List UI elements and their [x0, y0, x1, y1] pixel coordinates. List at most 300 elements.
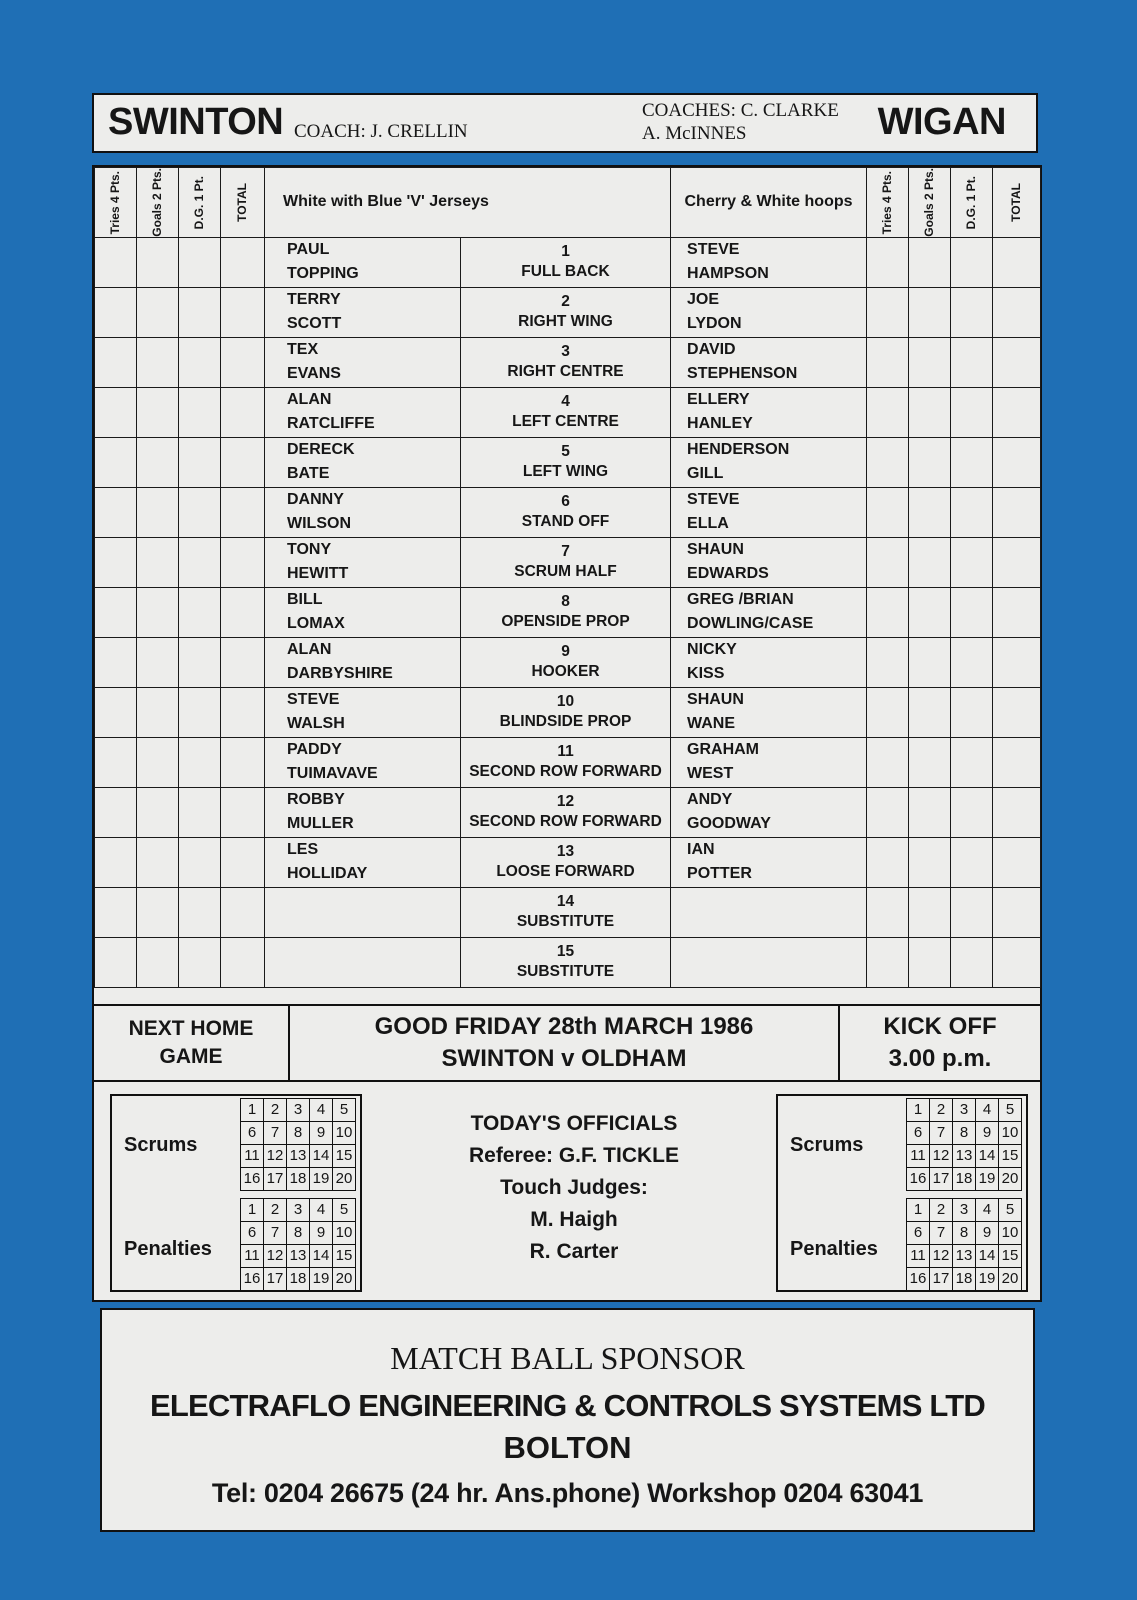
kickoff-label: KICK OFF: [883, 1013, 997, 1040]
home-player: [265, 687, 461, 737]
touch-judges-label: Touch Judges:: [500, 1176, 648, 1199]
away-player-first: NICKY: [687, 641, 737, 659]
home-dg-cell: [179, 487, 221, 537]
away-tries-cell: [867, 637, 909, 687]
tally-number: 3: [953, 1099, 976, 1122]
away-coaches-line1: COACHES: C. CLARKE: [642, 100, 839, 121]
scrums-grid: [906, 1098, 1022, 1191]
away-total-cell: [993, 887, 1041, 937]
away-tries-cell: [867, 287, 909, 337]
touch-judge-1: M. Haigh: [530, 1208, 618, 1231]
home-player: [265, 887, 461, 937]
away-tries-cell: [867, 387, 909, 437]
penalties-grid: [240, 1198, 356, 1291]
home-player-first: STEVE: [287, 691, 340, 709]
away-goals-cell: [909, 837, 951, 887]
away-jersey: Cherry & White hoops: [671, 168, 867, 238]
position-number: 7: [561, 543, 570, 561]
home-dg-cell: [179, 587, 221, 637]
away-tries-cell: [867, 487, 909, 537]
position-number: 13: [556, 843, 575, 861]
tally-number: 9: [310, 1122, 333, 1145]
tally-number: 5: [333, 1199, 356, 1222]
tally-number: 16: [241, 1168, 264, 1191]
table-row: [95, 387, 1041, 437]
tally-row: [241, 1099, 356, 1122]
away-goals-cell: [909, 437, 951, 487]
home-goals-cell: [137, 837, 179, 887]
home-jersey: White with Blue 'V' Jerseys: [265, 168, 671, 238]
table-header-row: [95, 168, 1041, 238]
kick-off: [840, 1006, 1040, 1080]
tally-number: 4: [310, 1199, 333, 1222]
team-table: [94, 167, 1041, 988]
officials-title: TODAY'S OFFICIALS: [470, 1112, 678, 1135]
away-player-last: KISS: [687, 665, 725, 683]
tally-number: 6: [241, 1122, 264, 1145]
away-goals-cell: [909, 637, 951, 687]
away-total-cell: [993, 837, 1041, 887]
away-tries-header: Tries 4 Pts.: [867, 168, 909, 238]
kickoff-time: 3.00 p.m.: [888, 1045, 992, 1072]
position-number: 8: [561, 593, 570, 611]
away-player-last: GOODWAY: [687, 815, 771, 833]
home-total-cell: [221, 487, 265, 537]
tally-number: 18: [287, 1168, 310, 1191]
tally-number: 2: [930, 1199, 953, 1222]
tally-number: 17: [264, 1268, 287, 1291]
away-goals-cell: [909, 337, 951, 387]
away-player-last: WANE: [687, 715, 736, 733]
away-dg-cell: [951, 337, 993, 387]
away-player-last: GILL: [687, 465, 724, 483]
home-total-cell: [221, 387, 265, 437]
home-player-last: WILSON: [287, 515, 351, 533]
away-player-first: SHAUN: [687, 691, 744, 709]
home-dg-cell: [179, 637, 221, 687]
tally-number: 15: [333, 1245, 356, 1268]
tally-number: 5: [333, 1099, 356, 1122]
away-total-cell: [993, 537, 1041, 587]
position-name: OPENSIDE PROP: [501, 613, 630, 631]
home-team-name: SWINTON: [108, 101, 284, 143]
home-player-first: PADDY: [287, 741, 342, 759]
home-dg-cell: [179, 837, 221, 887]
home-goals-cell: [137, 637, 179, 687]
away-goals-cell: [909, 237, 951, 287]
table-row: [95, 237, 1041, 287]
tally-number: 18: [953, 1168, 976, 1191]
scrums-grid: [240, 1098, 356, 1191]
home-goals-cell: [137, 487, 179, 537]
tally-row: [907, 1222, 1022, 1245]
table-row: [95, 937, 1041, 987]
position-name: RIGHT WING: [518, 313, 613, 331]
away-tries-cell: [867, 437, 909, 487]
away-player: [671, 387, 867, 437]
home-player-last: EVANS: [287, 365, 341, 383]
tally-number: 13: [953, 1245, 976, 1268]
next-home-game-label: [94, 1006, 290, 1080]
home-tries-cell: [95, 387, 137, 437]
table-row: [95, 737, 1041, 787]
position-number: 6: [561, 493, 570, 511]
home-goals-cell: [137, 437, 179, 487]
away-player: [671, 237, 867, 287]
home-player-last: LOMAX: [287, 615, 345, 633]
next-game-date: GOOD FRIDAY 28th MARCH 1986: [374, 1013, 754, 1040]
home-goals-cell: [137, 687, 179, 737]
tally-row: [241, 1122, 356, 1145]
tally-number: 17: [930, 1168, 953, 1191]
match-ball-sponsor: [100, 1308, 1035, 1532]
away-dg-cell: [951, 437, 993, 487]
away-player: [671, 787, 867, 837]
position-name: LOOSE FORWARD: [496, 863, 635, 881]
tally-number: 14: [976, 1145, 999, 1168]
away-total-cell: [993, 487, 1041, 537]
home-player-first: ALAN: [287, 641, 332, 659]
table-row: [95, 637, 1041, 687]
tally-number: 20: [999, 1268, 1022, 1291]
home-player: [265, 337, 461, 387]
home-total-header: TOTAL: [221, 168, 265, 238]
tally-row: [907, 1199, 1022, 1222]
tally-number: 19: [976, 1168, 999, 1191]
tally-number: 4: [310, 1099, 333, 1122]
tally-number: 19: [976, 1268, 999, 1291]
home-goals-cell: [137, 787, 179, 837]
home-total-cell: [221, 837, 265, 887]
tally-number: 9: [310, 1222, 333, 1245]
next-home-game: [94, 1004, 1040, 1082]
home-goals-cell: [137, 887, 179, 937]
away-player: [671, 437, 867, 487]
away-player: [671, 637, 867, 687]
tally-number: 13: [287, 1145, 310, 1168]
away-dg-cell: [951, 487, 993, 537]
tally-number: 7: [264, 1222, 287, 1245]
tally-number: 8: [953, 1222, 976, 1245]
tally-number: 1: [241, 1199, 264, 1222]
tally-number: 3: [287, 1099, 310, 1122]
away-player-last: POTTER: [687, 865, 752, 883]
tally-number: 8: [287, 1122, 310, 1145]
tally-number: 16: [907, 1268, 930, 1291]
tally-number: 10: [999, 1122, 1022, 1145]
position-number: 14: [556, 893, 575, 911]
home-player: [265, 237, 461, 287]
away-coaches: [642, 99, 839, 145]
next-game-teams: SWINTON v OLDHAM: [441, 1045, 687, 1072]
table-row: [95, 287, 1041, 337]
away-dg-header: D.G. 1 Pt.: [951, 168, 993, 238]
position: [461, 437, 671, 487]
tally-number: 16: [241, 1268, 264, 1291]
position-name: SUBSTITUTE: [516, 913, 615, 931]
next-label-line2: GAME: [159, 1045, 223, 1068]
away-goals-cell: [909, 937, 951, 987]
tally-number: 11: [907, 1145, 930, 1168]
away-total-cell: [993, 587, 1041, 637]
position: [461, 687, 671, 737]
away-total-cell: [993, 637, 1041, 687]
home-dg-cell: [179, 237, 221, 287]
position-name: SCRUM HALF: [514, 563, 617, 581]
away-total-cell: [993, 337, 1041, 387]
away-player-first: GRAHAM: [687, 741, 760, 759]
position-number: 12: [556, 793, 575, 811]
home-player-first: DANNY: [287, 491, 344, 509]
away-tries-cell: [867, 537, 909, 587]
home-tries-header: Tries 4 Pts.: [95, 168, 137, 238]
away-total-cell: [993, 687, 1041, 737]
away-player-first: HENDERSON: [687, 441, 790, 459]
away-goals-cell: [909, 387, 951, 437]
away-tally-box: [776, 1094, 1028, 1292]
away-player: [671, 587, 867, 637]
away-dg-cell: [951, 887, 993, 937]
home-tries-cell: [95, 537, 137, 587]
referee: Referee: G.F. TICKLE: [468, 1144, 680, 1167]
home-player: [265, 937, 461, 987]
position-number: 11: [557, 743, 574, 761]
tally-number: 12: [930, 1245, 953, 1268]
home-tries-cell: [95, 437, 137, 487]
away-goals-header: Goals 2 Pts.: [909, 168, 951, 238]
tally-number: 3: [953, 1199, 976, 1222]
tally-row: [907, 1268, 1022, 1291]
home-player: [265, 787, 461, 837]
home-tries-cell: [95, 287, 137, 337]
tally-number: 1: [907, 1099, 930, 1122]
home-goals-cell: [137, 737, 179, 787]
home-dg-cell: [179, 787, 221, 837]
away-player: [671, 837, 867, 887]
tally-number: 1: [241, 1099, 264, 1122]
home-dg-cell: [179, 387, 221, 437]
tally-number: 17: [264, 1168, 287, 1191]
tally-row: [241, 1168, 356, 1191]
home-tries-cell: [95, 737, 137, 787]
home-player-last: MULLER: [287, 815, 354, 833]
tally-number: 12: [264, 1245, 287, 1268]
position: [461, 737, 671, 787]
away-player-first: GREG /BRIAN: [687, 591, 794, 609]
position-name: SECOND ROW FORWARD: [469, 763, 662, 781]
away-player-first: SHAUN: [687, 541, 744, 559]
position-name: SUBSTITUTE: [516, 963, 615, 981]
tally-number: 15: [999, 1245, 1022, 1268]
position: [461, 587, 671, 637]
away-total-header: TOTAL: [993, 168, 1041, 238]
table-row: [95, 887, 1041, 937]
tally-number: 15: [999, 1145, 1022, 1168]
home-player: [265, 737, 461, 787]
away-dg-cell: [951, 687, 993, 737]
away-player: [671, 337, 867, 387]
tally-number: 10: [333, 1122, 356, 1145]
tally-number: 13: [953, 1145, 976, 1168]
home-player-first: ROBBY: [287, 791, 345, 809]
home-player-last: HEWITT: [287, 565, 349, 583]
away-dg-cell: [951, 737, 993, 787]
away-player-last: LYDON: [687, 315, 742, 333]
home-player-last: WALSH: [287, 715, 345, 733]
home-player: [265, 637, 461, 687]
tally-number: 20: [333, 1168, 356, 1191]
home-total-cell: [221, 887, 265, 937]
tally-number: 3: [287, 1199, 310, 1222]
away-dg-cell: [951, 837, 993, 887]
tally-number: 18: [953, 1268, 976, 1291]
sponsor-phone: Tel: 0204 26675 (24 hr. Ans.phone) Workshop 0204 63041: [211, 1478, 924, 1508]
away-dg-cell: [951, 387, 993, 437]
away-dg-cell: [951, 937, 993, 987]
away-dg-cell: [951, 287, 993, 337]
away-coaches-line2: A. McINNES: [642, 123, 747, 144]
tally-number: 14: [310, 1245, 333, 1268]
position: [461, 837, 671, 887]
home-player: [265, 437, 461, 487]
tally-row: [907, 1099, 1022, 1122]
away-player-last: HANLEY: [687, 415, 753, 433]
away-total-cell: [993, 737, 1041, 787]
home-player-last: RATCLIFFE: [287, 415, 375, 433]
home-total-cell: [221, 437, 265, 487]
home-player-first: TERRY: [287, 291, 341, 309]
home-dg-cell: [179, 937, 221, 987]
home-tally-box: [110, 1094, 362, 1292]
tally-row: [241, 1199, 356, 1222]
away-dg-cell: [951, 637, 993, 687]
tally-number: 13: [287, 1245, 310, 1268]
home-coach: COACH: J. CRELLIN: [294, 121, 468, 142]
position-name: HOOKER: [531, 663, 600, 681]
position-name: SECOND ROW FORWARD: [469, 813, 662, 831]
tally-row: [241, 1245, 356, 1268]
home-tries-cell: [95, 787, 137, 837]
tally-row: [907, 1245, 1022, 1268]
scrums-label: Scrums: [790, 1134, 864, 1156]
next-label-line1: NEXT HOME: [128, 1017, 254, 1040]
away-tries-cell: [867, 787, 909, 837]
away-dg-cell: [951, 587, 993, 637]
home-dg-cell: [179, 437, 221, 487]
home-total-cell: [221, 237, 265, 287]
position-number: 15: [556, 943, 575, 961]
tally-number: 6: [907, 1122, 930, 1145]
home-dg-header: D.G. 1 Pt.: [179, 168, 221, 238]
position-number: 9: [561, 643, 570, 661]
away-player-last: STEPHENSON: [687, 365, 798, 383]
penalties-label: Penalties: [124, 1238, 212, 1260]
tally-row: [241, 1145, 356, 1168]
home-player-last: DARBYSHIRE: [287, 665, 393, 683]
home-goals-cell: [137, 337, 179, 387]
position-number: 5: [561, 443, 570, 461]
away-goals-cell: [909, 487, 951, 537]
position-number: 3: [561, 343, 570, 361]
away-tries-cell: [867, 737, 909, 787]
home-player-last: HOLLIDAY: [287, 865, 368, 883]
away-tries-cell: [867, 937, 909, 987]
away-goals-cell: [909, 787, 951, 837]
home-dg-cell: [179, 887, 221, 937]
home-player-last: TOPPING: [287, 265, 359, 283]
position-number: 1: [561, 243, 570, 261]
home-tries-cell: [95, 487, 137, 537]
home-dg-cell: [179, 737, 221, 787]
position: [461, 537, 671, 587]
tally-number: 15: [333, 1145, 356, 1168]
tally-number: 19: [310, 1268, 333, 1291]
table-row: [95, 437, 1041, 487]
away-tries-cell: [867, 687, 909, 737]
away-player-first: STEVE: [687, 491, 740, 509]
tally-number: 4: [976, 1199, 999, 1222]
tally-number: 19: [310, 1168, 333, 1191]
position: [461, 337, 671, 387]
home-player-first: DERECK: [287, 441, 355, 459]
away-goals-cell: [909, 737, 951, 787]
penalties-grid: [906, 1198, 1022, 1291]
penalties-label: Penalties: [790, 1238, 878, 1260]
tally-number: 9: [976, 1122, 999, 1145]
home-goals-cell: [137, 587, 179, 637]
tally-number: 7: [930, 1222, 953, 1245]
position-name: RIGHT CENTRE: [507, 363, 624, 381]
team-sheet: [92, 165, 1042, 1302]
away-player: [671, 687, 867, 737]
home-player-first: ALAN: [287, 391, 332, 409]
position-name: STAND OFF: [521, 513, 610, 531]
position-number: 2: [561, 293, 570, 311]
home-player-first: BILL: [287, 591, 323, 609]
sponsor-company: ELECTRAFLO ENGINEERING & CONTROLS SYSTEMS LTD: [150, 1388, 985, 1423]
home-goals-header: Goals 2 Pts.: [137, 168, 179, 238]
table-row: [95, 837, 1041, 887]
away-tries-cell: [867, 587, 909, 637]
home-dg-cell: [179, 687, 221, 737]
home-goals-cell: [137, 937, 179, 987]
position: [461, 637, 671, 687]
home-tries-cell: [95, 937, 137, 987]
home-player: [265, 287, 461, 337]
tally-number: 2: [930, 1099, 953, 1122]
tally-number: 12: [264, 1145, 287, 1168]
scrums-label: Scrums: [124, 1134, 198, 1156]
tally-number: 2: [264, 1199, 287, 1222]
home-goals-cell: [137, 287, 179, 337]
away-total-cell: [993, 937, 1041, 987]
away-player-last: ELLA: [687, 515, 729, 533]
home-player-first: TEX: [287, 341, 319, 359]
tally-number: 7: [930, 1122, 953, 1145]
home-player: [265, 587, 461, 637]
away-total-cell: [993, 787, 1041, 837]
position: [461, 487, 671, 537]
tally-row: [907, 1168, 1022, 1191]
home-player-last: SCOTT: [287, 315, 342, 333]
home-tries-cell: [95, 887, 137, 937]
away-team-name: WIGAN: [877, 101, 1006, 143]
home-dg-cell: [179, 287, 221, 337]
position-name: LEFT CENTRE: [512, 413, 619, 431]
home-player-first: TONY: [287, 541, 332, 559]
home-total-cell: [221, 287, 265, 337]
away-dg-cell: [951, 537, 993, 587]
